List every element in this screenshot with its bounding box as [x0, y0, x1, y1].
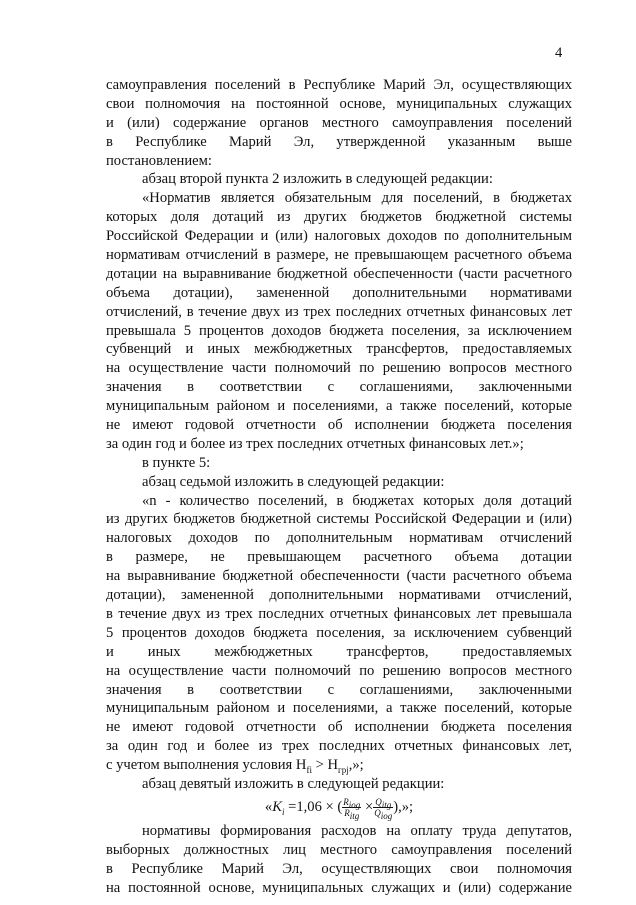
fraction-numerator [373, 797, 393, 808]
text-line: в размере, не превышающем расчетного объема дотации [106, 549, 572, 566]
fraction-denominator [342, 807, 361, 821]
fraction-sub: iog [380, 810, 393, 821]
text-line: «n - количество поселений, в бюджетах которых доля дотаций [142, 492, 572, 509]
text-line: абзац девятый изложить в следующей редакции: [142, 775, 445, 792]
text-line: не имеют годовой отчетности об исполнении бюджета поселения [106, 719, 572, 736]
text-line: за один год и более из трех последних отчетных финансовых лет, [106, 738, 572, 755]
text-line: не имеют годовой отчетности об исполнении бюджета поселения [106, 417, 572, 434]
text-line: в течение двух из трех последних отчетных финансовых лет превышала [106, 605, 572, 622]
text-line: на постоянной основе, муниципальных служащих и (или) содержание [106, 879, 572, 896]
formula-fraction-r [342, 796, 361, 821]
condition-tail: ,»; [348, 757, 364, 774]
text-line: в Республике Марий Эл, утвержденной указанным выше [106, 133, 572, 150]
text-line: нормативы формирования расходов на оплату труда депутатов, [142, 822, 572, 839]
formula-close: ),»; [393, 798, 414, 815]
text-line: Российской Федерации и (или) налоговых доходов по дополнительным [106, 228, 572, 245]
fraction-denominator [373, 807, 393, 821]
text-line: постановлением: [106, 152, 212, 169]
fraction-numerator [342, 797, 361, 808]
fraction-var: R [343, 796, 349, 807]
text-line: на осуществление части полномочий по решению вопросов местного [106, 662, 572, 679]
text-line: объема дотации), замененной дополнительными нормативами [106, 284, 572, 301]
text-line: на выравнивание бюджетной обеспеченности (части расчетного объема [106, 568, 572, 585]
text-line: дотации на выравнивание бюджетной обеспеченности (части расчетного [106, 265, 572, 282]
page-number: 4 [555, 45, 563, 61]
condition-text: с учетом выполнения условия Н [106, 757, 307, 774]
condition-gt: > Н [311, 757, 339, 774]
text-line: в пункте 5: [142, 454, 211, 471]
text-line: нормативам отчислений в размере, не превышающем расчетного объема [106, 247, 572, 264]
condition-sub-fi: fi [306, 764, 312, 775]
text-line: значения в соответствии с соглашениями, заключенными [106, 379, 572, 396]
formula-lhs: K [272, 798, 282, 815]
text-line: налоговых доходов по дополнительным нормативам отчислений [106, 530, 572, 547]
formula-fraction-q [373, 796, 393, 821]
fraction-var: Q [375, 796, 382, 807]
text-line: субвенций и иных межбюджетных трансфертов, предоставляемых [106, 341, 572, 358]
text-line: превышала 5 процентов доходов бюджета поселения, за исключением [106, 322, 572, 339]
text-line: и (или) содержание органов местного самоуправления поселений [106, 114, 572, 131]
fraction-sub: itg [349, 810, 360, 821]
formula-eq: =1,06 × ( [284, 798, 343, 815]
document-body [106, 76, 572, 897]
condition-sub-gpj: гpj [338, 764, 349, 775]
formula-lhs-sub: i [281, 806, 285, 817]
text-line: и иных межбюджетных трансфертов, предоставляемых [106, 643, 572, 660]
text-line: на осуществление части полномочий по решению вопросов местного [106, 360, 572, 377]
text-line: значения в соответствии с соглашениями, заключенными [106, 681, 572, 698]
text-line: за один год и более из трех последних отчетных финансовых лет.»; [106, 435, 524, 452]
condition-line [106, 756, 572, 775]
text-line: «Норматив является обязательным для поселений, в бюджетах [142, 190, 572, 207]
formula-open-quote: « [264, 798, 273, 815]
formula [106, 797, 572, 819]
text-line: муниципальным районом и поселениями, а также поселений, которые [106, 398, 572, 415]
fraction-var: Q [374, 807, 381, 818]
text-line: муниципальным районом и поселениями, а также поселений, которые [106, 700, 572, 717]
text-line: абзац второй пункта 2 изложить в следующей редакции: [142, 171, 493, 188]
text-line: дотации), замененной дополнительными нормативами отчислений, [106, 587, 572, 604]
fraction-sub: itg [381, 799, 392, 810]
text-line: самоуправления поселений в Республике Марий Эл, осуществляющих [106, 77, 572, 93]
text-line: свои полномочия на постоянной основе, муниципальных служащих [106, 95, 572, 112]
text-line: которых доля дотаций из других бюджетов бюджетной системы [106, 209, 572, 226]
text-line: 5 процентов доходов бюджета поселения, за исключением субвенций [106, 624, 572, 641]
formula-times: × [361, 798, 374, 815]
text-line: выборных должностных лиц местного самоуправления поселений [106, 841, 572, 858]
text-line: абзац седьмой изложить в следующей редакции: [142, 473, 445, 490]
text-line: из других бюджетов бюджетной системы Российской Федерации и (или) [106, 511, 572, 528]
fraction-var: R [344, 807, 350, 818]
text-line: в Республике Марий Эл, осуществляющих свои полномочия [106, 860, 572, 877]
fraction-sub: iog [348, 799, 361, 810]
text-line: отчислений, в течение двух из трех последних отчетных финансовых лет [106, 303, 572, 320]
